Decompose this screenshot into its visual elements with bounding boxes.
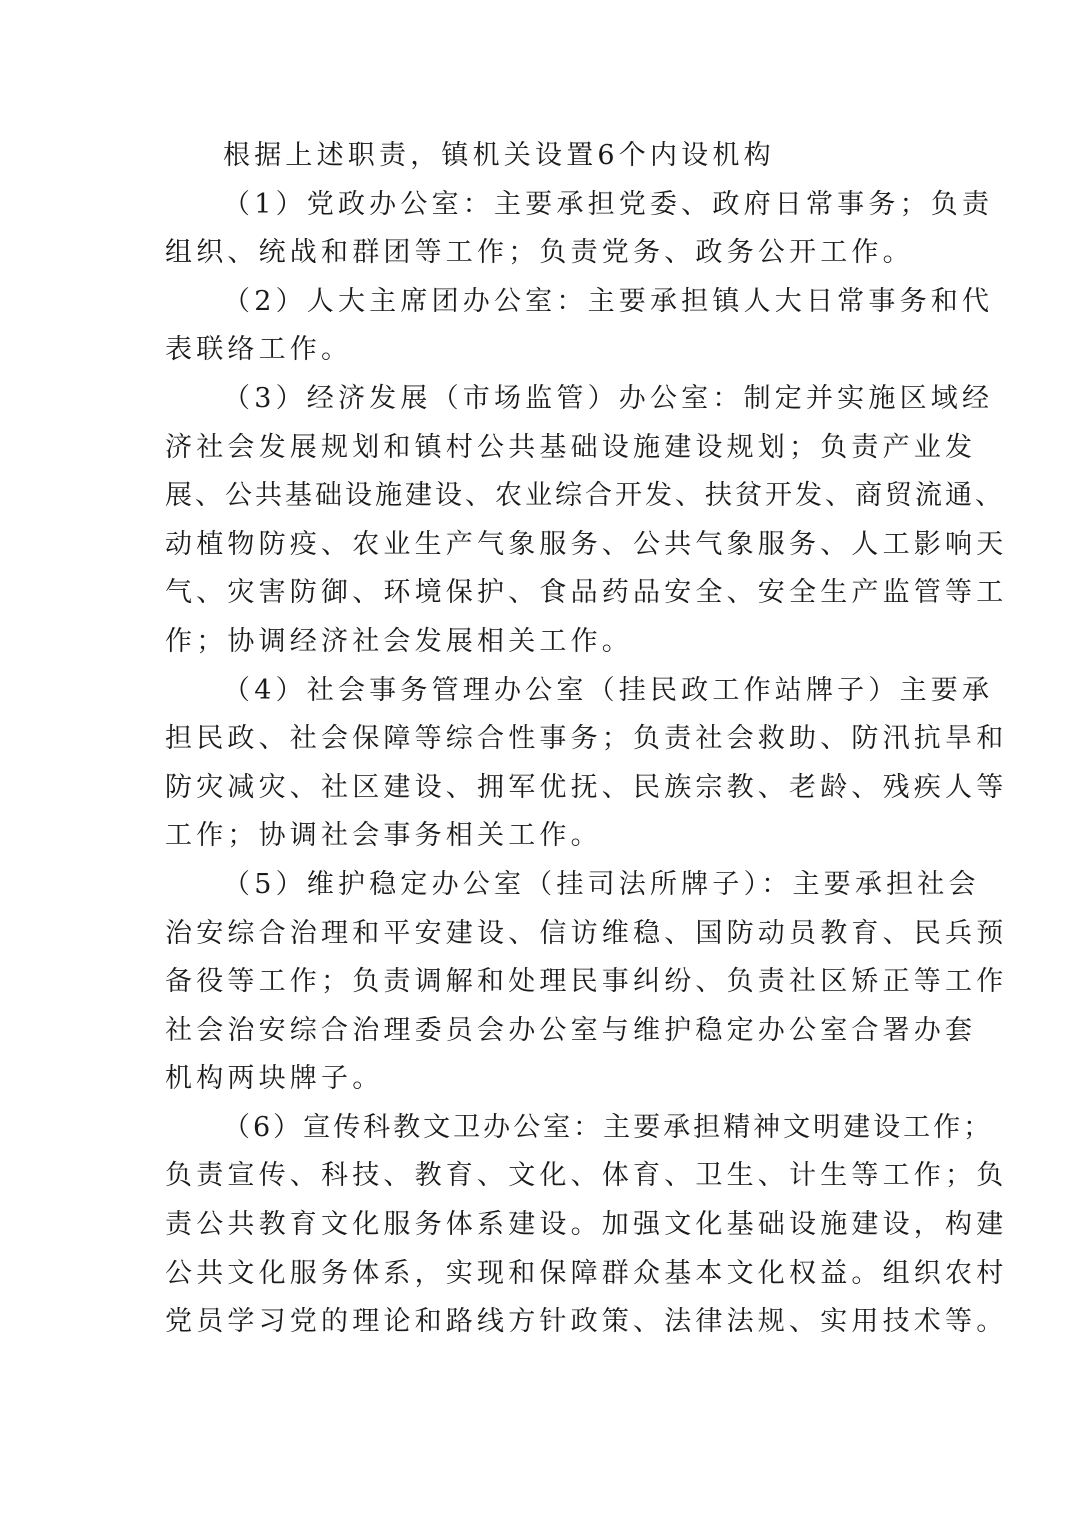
- paragraph-6: [165, 1104, 1008, 1347]
- paragraph-line: （2）人大主席团办公室：主要承担镇人大日常事务和代: [223, 285, 994, 317]
- paragraph-line: 备役等工作；负责调解和处理民事纠纷、负责社区矫正等工作: [165, 966, 1008, 998]
- paragraph-line: 工作；协调社会事务相关工作。: [165, 820, 602, 852]
- paragraph-line: 展、公共基础设施建设、农业综合开发、扶贫开发、商贸流通、: [165, 480, 1005, 512]
- paragraph-line: 担民政、社会保障等综合性事务；负责社会救助、防汛抗旱和: [165, 723, 1008, 755]
- paragraph-line: 责公共教育文化服务体系建设。加强文化基础设施建设，构建: [165, 1209, 1008, 1241]
- paragraph-line: 气、灾害防御、环境保护、食品药品安全、安全生产监管等工: [165, 577, 1008, 609]
- paragraph-line: 表联络工作。: [165, 334, 353, 366]
- paragraph-3: [165, 375, 1008, 667]
- paragraph-line: 负责宣传、科技、教育、文化、体育、卫生、计生等工作；负: [165, 1160, 1008, 1192]
- paragraph-line: （5）维护稳定办公室（挂司法所牌子）：主要承担社会: [223, 868, 980, 900]
- paragraph-line: 治安综合治理和平安建设、信访维稳、国防动员教育、民兵预: [165, 917, 1008, 949]
- paragraph-1: [165, 181, 994, 278]
- intro-line: 根据上述职责，镇机关设置6个内设机构: [223, 140, 775, 171]
- paragraph-4: [165, 667, 1008, 861]
- paragraph-line: （6）宣传科教文卫办公室：主要承担精神文明建设工作；: [223, 1111, 994, 1143]
- paragraph-5: [165, 861, 1008, 1104]
- paragraph-line: 防灾减灾、社区建设、拥军优抚、民族宗教、老龄、残疾人等: [165, 771, 1008, 803]
- paragraph-line: （1）党政办公室：主要承担党委、政府日常事务；负责: [223, 188, 994, 220]
- paragraph-line: （3）经济发展（市场监管）办公室：制定并实施区域经: [223, 382, 994, 414]
- paragraph-line: 党员学习党的理论和路线方针政策、法律法规、实用技术等。: [165, 1306, 1008, 1338]
- paragraph-line: 济社会发展规划和镇村公共基础设施建设规划；负责产业发: [165, 431, 977, 463]
- paragraph-2: [165, 278, 994, 375]
- paragraph-line: 组织、统战和群团等工作；负责党务、政务公开工作。: [165, 237, 914, 269]
- paragraph-line: 公共文化服务体系，实现和保障群众基本文化权益。组织农村: [165, 1257, 1008, 1289]
- document-page: [165, 132, 1008, 1347]
- paragraph-line: 社会治安综合治理委员会办公室与维护稳定办公室合署办套: [165, 1014, 977, 1046]
- paragraph-line: 作；协调经济社会发展相关工作。: [165, 625, 633, 657]
- paragraph-line: 动植物防疫、农业生产气象服务、公共气象服务、人工影响天: [165, 528, 1008, 560]
- paragraph-line: 机构两块牌子。: [165, 1063, 384, 1095]
- paragraph-line: （4）社会事务管理办公室（挂民政工作站牌子）主要承: [223, 674, 994, 706]
